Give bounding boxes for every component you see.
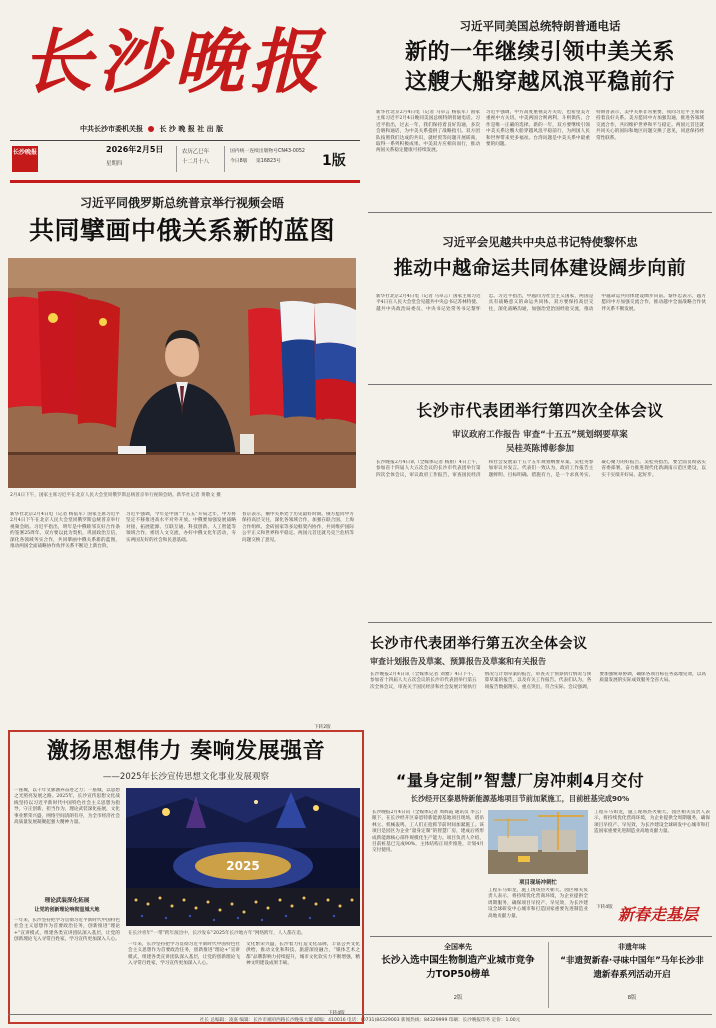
story-body: 新华社北京2月4日电（记者 马卓言）国家主席习近平4日在人民大会堂会见越共中央总书记苏林特使、越共中央政治局委员、中央书记处常务书记黎怀忠。习近平指出，中越同为社会主义国家，两国是具有战略意义的命运共同体。双方要保持高层交往，深化战略沟通，加强治党治国经验交流，推动中越命运共同体建设阔步向前。黎怀忠表示，越方愿同中方加强交流合作，推动越中全面战略合作伙伴关系不断发展。 — [376, 294, 706, 312]
story-sidebar: 工程车马如龙，施工现场热火朝天。园区相关负责人表示，将持续优化营商环境，为企业提供全周期服务，确保项目早投产、早见效，为长沙建设全球研发中心城市和打造国家重要先进制造业高地贡献力量。 — [488, 888, 588, 919]
divider-npc4 — [368, 622, 712, 623]
teaser-label: 全国率先 — [444, 943, 472, 951]
teaser-title: “非遗贺新春·寻味中国年”马年长沙非遗新春系列活动开启 — [560, 956, 704, 980]
culture-left-column — [14, 788, 122, 1018]
story-headline: 共同擘画中俄关系新的蓝图 — [28, 216, 335, 245]
story-column-3: 普京表示，俄中关系处于历史最好时期。俄方愿同中方保持高层交往，深化各领域合作，加强在联合国、上海合作组织、金砖国家等多边框架内协作，共同维护国际公平正义和世界和平稳定。两国元首还就乌克兰危机等问题交换了意见。 — [242, 512, 354, 543]
culture-subheading-2: 让党的创新理论响彻星城大地 — [34, 907, 100, 913]
story-column-1: 新华社北京2月4日电（记者 马卓言 杨依军）国家主席习近平2月4日晚同美国总统特朗普通电话。习近平指出，过去一年，我们保持着良好沟通，多次会晤和通话，为中美关系提供了战略指引。双方团队按照我们达成的共识，就经贸等问题开展磋商，取得一系列积极成果。中美双方应相向而行，推动两国关系稳定健康可持续发展。 — [376, 110, 480, 154]
masthead-logo: 长沙晚报 — [22, 20, 326, 103]
story-column-3: 特朗普表示，美中关系非常重要，我同习近平主席保持着良好关系。美方愿同中方加强沟通，推进各领域交流合作，共同维护世界和平与稳定。两国元首还就共同关心的国际和地区问题交换了意见，同意保持经常性联系。 — [596, 110, 704, 141]
weekday: 星期四 — [106, 161, 123, 167]
masthead-top-rule — [10, 140, 360, 141]
putin-photo-graphic — [8, 258, 356, 488]
story-headline: 长沙市代表团举行第五次全体会议 — [370, 636, 588, 652]
today-pages: 今日8版 — [230, 159, 248, 164]
story-kicker: 习近平同美国总统特朗普通电话 — [459, 19, 621, 33]
svg-text:2025: 2025 — [226, 859, 260, 873]
story-putin — [4, 186, 360, 738]
housing-photo — [488, 810, 588, 874]
story-headline: 激扬思想伟力 奏响发展强音 — [46, 739, 326, 764]
story-headline: 推动中越命运共同体建设阔步向前 — [393, 257, 687, 279]
story-column-3: 工程车马如龙，施工现场热火朝天。园区相关负责人表示，将持续优化营商环境，为企业提供全周期服务，确保项目早投产、早见效，为长沙建设全球研发中心城市和打造国家重要先进制造业高地贡献力量。 — [594, 810, 710, 835]
story-column-2: 习近平强调，中方高度重视美方关切，也希望美方重视中方关切。中美两国合则两利、斗则俱伤，合作是唯一正确的选择。新的一年，双方要继续引领中美关系这艘大船穿越风浪平稳前行，为两国人民和世界带来更多福祉。台湾问题是中美关系中最重要的问题。 — [486, 110, 590, 148]
teaser-biomanufacturing[interactable] — [370, 940, 546, 1012]
story-column-3: 文化繁荣兴盛，长沙着力打造文化品牌，丰富公共文化供给，推动文化和科技、旅游深度融合，“媒体艺术之都”品牌影响力持续提升，城市文化软实力不断增强，精神文明建设成果丰硕。 — [246, 942, 360, 967]
red-dot-icon — [148, 126, 154, 132]
divider-vietnam — [368, 384, 712, 385]
teaser-label: 非遗年味 — [618, 943, 646, 951]
footer-info: 社长 总编辑：凌嘉 编辑：长沙市湘府西路长沙晚报大厦 邮编：410016 电话：(0731)84329003 新闻热线：84329999 印刷：长沙晚报印务 定价：1.00元 — [199, 1018, 521, 1023]
issue-number: 国内统一连续出版物号CN43-0052 — [230, 149, 305, 154]
culture-subheading-1: 理论武装深化拓展 — [44, 898, 90, 904]
story-trump — [368, 0, 712, 208]
edition-number: 1版 — [322, 153, 346, 169]
dateline-block — [44, 145, 305, 174]
photo-caption: 在长沙青年“一带”跨年演出中，长沙发布“2025年长沙地方年”网络跨年，人人都在追。 — [128, 931, 306, 936]
masthead-sponsor — [80, 124, 330, 134]
story-headline: “量身定制”智慧厂房冲刺4月交付 — [395, 771, 645, 790]
teaser-page: 2版 — [453, 995, 463, 1001]
lunar-year: 农历乙巳年 — [182, 149, 209, 155]
story-body: 长沙晚报2月4日讯（全媒体记者 周辉霞 通讯员 李云）眼下，在长沙经开区泰恩特新能源基地项目现场，塔吊林立、机械轰鸣，工人们正抢抓节前时间加紧施工。该项目是园区为企业“量身定制”的智慧厂房，建成后将形成新能源核心部件规模化生产能力。项目负责人介绍，目前桩基已完成90%，主体结构正同步推进，计划4月交付使用。 — [372, 810, 484, 854]
culture-photo — [126, 788, 360, 926]
story-kicker: 习近平同俄罗斯总统普京举行视频会晤 — [79, 196, 284, 210]
story-body: 长沙晚报2月4日讯（全媒体记者 刘雅）4日下午，参加省十四届人大五次会议的长沙市代表团举行第五次全体会议，审查关于国民经济和社会发展计划执行情况与计划草案的报告，审查关于预算执行情况与预算草案的报告，以及有关工作报告。代表们认为，各项报告数据翔实、重点突出，符合实际。会议强调，要加强统筹协调，确保各项目标任务落地见效，以高质量发展的实际成效服务全省大局。 — [370, 672, 706, 690]
teaser-page: 8版 — [627, 995, 637, 1001]
divider-trump — [368, 212, 712, 213]
housing-photo-graphic — [488, 810, 588, 874]
culture-photo-graphic — [126, 788, 360, 926]
story-column-2: 一年来，长沙坚持把学习贯彻习近平新时代中国特色社会主义思想作为首要政治任务，创新推进“理论+”宣讲模式，组建各类宣讲团队深入基层，让党的创新理论飞入寻常百姓家，学习宣传更加深入人心。 — [128, 942, 240, 967]
divider-bottom — [370, 936, 712, 937]
footer-rule — [8, 1014, 712, 1015]
date-text: 2026年2月5日 — [106, 145, 164, 154]
group-label: 长 沙 晚 报 社 出 版 — [159, 125, 224, 133]
story-culture — [8, 730, 364, 1024]
story-column-1: 新华社北京2月4日电（记者 杨依军）国家主席习近平2月4日下午在北京人民大会堂同俄罗斯总统普京举行视频会晤。习近平指出，明年是中俄睦邻友好合作条约签署25周年。双方要以此为契机，巩固政治互信，深化各领域务实合作，共同擘画中俄关系新的蓝图，推动两国全面战略协作伙伴关系不断迈上新台阶。 — [10, 512, 120, 550]
story-headline: 长沙市代表团举行第四次全体会议 — [416, 401, 664, 420]
lunar-day: 十二月十八 — [182, 159, 209, 165]
story-npc5 — [364, 624, 712, 764]
teaser-divider — [548, 942, 549, 1008]
column-logo-text: 新春走基层 — [618, 905, 699, 924]
sponsor-label: 中共长沙市委机关报 — [80, 125, 143, 133]
column-logo — [618, 898, 710, 934]
culture-intro: 一座城，以千年文脉涵养奋进之力；一座城，以思想之光照亮发展之路。2025年，长沙宣传思想文化战线坚持以习近平新时代中国特色社会主义思想为指导，守正创新、担当作为，理论武装深化拓展，文化事业繁荣兴盛，网络空间清朗有序，为全市经济社会高质量发展凝聚起强大精神力量。 — [14, 788, 120, 826]
serial-number: 第16823号 — [256, 159, 281, 164]
culture-left-body: 一年来，长沙坚持把学习贯彻习近平新时代中国特色社会主义思想作为首要政治任务，创新推进“理论+”宣讲模式，组建各类宣讲团队深入基层，让党的创新理论飞入寻常百姓家，学习宣传更加深入人心。 — [14, 918, 120, 943]
dateline-divider-2 — [224, 146, 225, 172]
story-subtitle: 长沙经开区泰恩特新能源基地项目节前加紧施工，目前桩基完成90% — [410, 794, 630, 803]
jump-note: 下转4版 — [596, 905, 613, 910]
story-vietnam — [368, 214, 712, 382]
story-npc4 — [368, 386, 712, 620]
date — [106, 146, 163, 155]
teaser-heritage[interactable] — [552, 940, 712, 1012]
masthead-bottom-rule — [10, 180, 360, 183]
story-column-2: 习近平强调，今年是中国“十五五”开局之年，中方将坚定不移推进高水平对外开放。中俄要加强发展战略对接，拓展能源、互联互通、科技创新、人工智能等领域合作，密切人文交流，办好中俄文化年活动，夯实两国友好的社会和民意基础。 — [126, 512, 236, 543]
masthead — [0, 0, 360, 186]
putin-photo — [8, 258, 356, 488]
date-seal: 长沙晚报 — [12, 146, 38, 172]
story-body: 长沙晚报2月4日讯（全媒体记者 杨蔚）4日上午，参加省十四届人大五次会议的长沙市代表团举行第四次全体会议，审议政府工作报告，审查国民经济和社会发展第十五个五年规划纲要草案。吴桂英参加审议并发言。代表们一致认为，政府工作报告主题鲜明、目标明确、措施有力，是一个求真务实、凝心聚力的好报告。吴桂英指出，要全面贯彻落实省委部署，奋力推进现代化新湖南示范区建设，以实干实绩开好局、起好步。 — [376, 460, 706, 478]
story-attendance: 吴桂英陈博彰参加 — [505, 444, 574, 454]
jump-note: 下转2版 — [314, 725, 331, 730]
story-subtitle: 审议政府工作报告 审查“十五五”规划纲要草案 — [452, 430, 628, 440]
story-subtitle: 审查计划报告及草案、预算报告及草案和有关报告 — [370, 657, 546, 666]
story-housing — [370, 764, 712, 936]
story-kicker: 习近平会见越共中央总书记特使黎怀忠 — [442, 235, 638, 249]
dateline-divider-1 — [176, 146, 177, 172]
story-headline-1: 新的一年继续引领中美关系 — [404, 40, 675, 65]
housing-badge: 项目现场冲刺忙 — [519, 880, 557, 886]
photo-caption: 2月4日下午，国家主席习近平在北京人民大会堂同俄罗斯总统普京举行视频会晤。新华社记者 黄敬文 摄 — [10, 493, 221, 498]
story-subtitle: ——2025年长沙宣传思想文化事业发展观察 — [102, 772, 270, 782]
story-headline-2: 这艘大船穿越风浪平稳前行 — [404, 70, 675, 95]
teaser-title: 长沙入选中国生物制造产业城市竞争力TOP50榜单 — [381, 955, 535, 980]
